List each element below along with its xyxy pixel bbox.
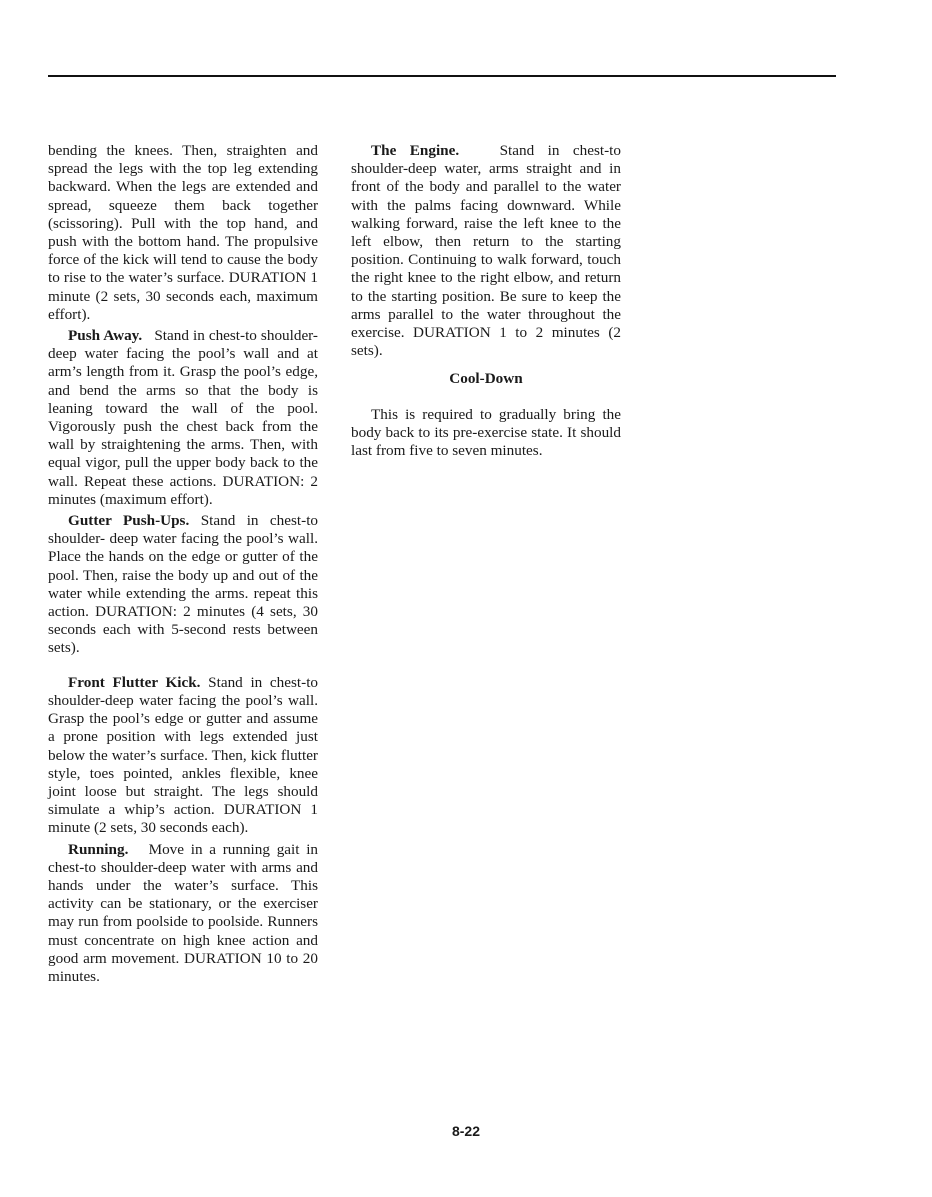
push-away-paragraph [48, 327, 318, 509]
page-number: 8-22 [451, 1123, 481, 1139]
right-column [351, 142, 621, 460]
cool-down-paragraph [351, 406, 621, 461]
running-paragraph [48, 841, 318, 987]
push-away-body: Stand in chest-to shoulder-deep water facing the pool’s wall and at arm’s length from it. Grasp the pool’s edge, and bend the arms so that the body is leaning toward the wall of the pool. Vigorously push the chest back from the wall by straightening the arms. Then, with equal vigor, pull the upper body back to the wall. Repeat these actions. DURATION: 2 minutes (maximum effort). [48, 327, 318, 508]
left-column [48, 142, 318, 986]
header-rule [48, 75, 836, 77]
gutter-push-ups-paragraph [48, 512, 318, 658]
gutter-push-ups-heading: Gutter Push-Ups. [68, 512, 190, 530]
front-flutter-kick-paragraph [48, 674, 318, 838]
cool-down-heading: Cool-Down [449, 370, 523, 388]
kick-continuation-paragraph: bending the knees. Then, straighten and spread the legs with the top leg extending backward. When the legs are extended and spread, squeeze them back together (scissoring). Pull with the top hand, and push with the bottom hand. The propulsive force of the kick will tend to cause the body to rise to the water’s surface. DURATION 1 minute (2 sets, 30 seconds each, maximum effort). [48, 142, 318, 323]
push-away-heading: Push Away. [68, 327, 143, 345]
gutter-push-ups-body: Stand in chest-to shoulder- deep water facing the pool’s wall. Place the hands on the edge or gutter of the pool. Then, raise the body up and out of the water while extending the arms. repeat this action. DURATION: 2 minutes (4 sets, 30 seconds each with 5-second rests between sets). [48, 512, 319, 657]
the-engine-paragraph [351, 142, 621, 360]
running-heading: Running. [68, 840, 129, 858]
running-body: Move in a running gait in chest-to shoulder-deep water with arms and hands under the water’s surface. This activity can be stationary, or the exerciser may run from poolside to poolside. Runners must concentrate on high knee action and good arm movement. DURATION 10 to 20 minutes. [48, 840, 319, 985]
front-flutter-kick-heading: Front Flutter Kick. [68, 673, 201, 691]
the-engine-body: Stand in chest-to shoulder-deep water, arms straight and in front of the body and parallel to the water with the palms facing downward. While walking forward, raise the left knee to the left elbow, then return to the starting position. Continuing to walk forward, touch the right knee to the right elbow, and return to the starting position. Be sure to keep the arms parallel to the water throughout the exercise. DURATION 1 to 2 minutes (2 sets). [351, 142, 621, 360]
front-flutter-kick-body: Stand in chest-to shoulder-deep water facing the pool’s wall. Grasp the pool’s edge or gutter and assume a prone position with legs extended just below the water’s surface. Then, kick flutter style, toes pointed, ankles flexible, knee joint loose but straight. The legs should simulate a whip’s action. DURATION 1 minute (2 sets, 30 seconds each). [48, 673, 319, 837]
the-engine-heading: The Engine. [371, 142, 460, 159]
cool-down-body: This is required to gradually bring the body back to its pre-exercise state. It should last from five to seven minutes. [351, 405, 621, 460]
